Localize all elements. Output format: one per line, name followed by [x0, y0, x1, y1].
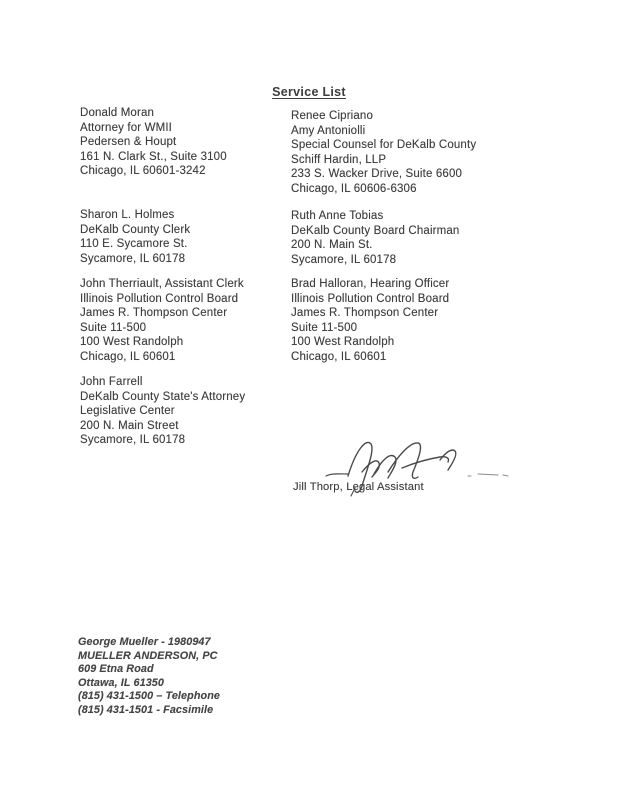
text-line: Chicago, IL 60601 [80, 350, 176, 363]
text-line: Suite 11-500 [80, 321, 147, 334]
text-line: DeKalb County State's Attorney [80, 390, 246, 403]
text-line: Ruth Anne Tobias [291, 210, 384, 222]
address-block-donald-moran [80, 106, 227, 179]
text-line: Sharon L. Holmes [80, 209, 175, 221]
text-line: Renee Cipriano [291, 110, 374, 122]
text-line: 609 Etna Road [78, 663, 154, 675]
document-title-text: Service List [272, 85, 346, 99]
text-line: Sycamore, IL 60178 [291, 253, 397, 266]
text-line: Illinois Pollution Control Board [291, 292, 450, 305]
address-block-renee-cipriano [291, 109, 476, 197]
text-line: Pedersen & Houpt [80, 136, 177, 149]
text-line: Chicago, IL 60601 [291, 350, 387, 363]
attorney-footer-block [78, 636, 220, 717]
text-line: (815) 431-1501 - Facsimile [78, 703, 214, 716]
text-line: Schiff Hardin, LLP [291, 153, 387, 166]
text-line: Chicago, IL 60606-6306 [291, 182, 417, 195]
text-line: James R. Thompson Center [80, 307, 228, 320]
text-line: Brad Halloran, Hearing Officer [291, 278, 450, 290]
text-line: DeKalb County Board Chairman [291, 224, 460, 237]
text-line: 161 N. Clark St., Suite 3100 [80, 150, 227, 163]
address-block-john-therriault [80, 277, 244, 365]
text-line: Illinois Pollution Control Board [80, 292, 239, 305]
text-line: Sycamore, IL 60178 [80, 434, 186, 447]
address-block-sharon-holmes [80, 208, 190, 266]
text-line: Amy Antoniolli [291, 124, 366, 137]
text-line: Special Counsel for DeKalb County [291, 139, 477, 152]
text-line: DeKalb County Clerk [80, 223, 191, 236]
text-line: MUELLER ANDERSON, PC [78, 649, 218, 662]
text-line: George Mueller - 1980947 [78, 636, 211, 648]
document-title [0, 85, 618, 99]
text-line: (815) 431-1500 – Telephone [78, 690, 221, 702]
text-line: Legislative Center [80, 405, 175, 418]
text-line: 200 N. Main Street [80, 419, 179, 432]
text-line: Sycamore, IL 60178 [80, 252, 186, 265]
text-line: Donald Moran [80, 107, 155, 119]
address-block-brad-halloran [291, 277, 449, 365]
text-line: Chicago, IL 60601-3242 [80, 165, 206, 178]
text-line: John Therriault, Assistant Clerk [80, 278, 244, 290]
text-line: 100 West Randolph [80, 336, 184, 349]
address-block-john-farrell [80, 375, 245, 448]
address-block-ruth-anne-tobias [291, 209, 459, 267]
text-line: Suite 11-500 [291, 321, 358, 334]
text-line: 233 S. Wacker Drive, Suite 6600 [291, 168, 463, 181]
text-line: 200 N. Main St. [291, 239, 373, 252]
text-line: Ottawa, IL 61350 [78, 676, 165, 689]
signature-caption: Jill Thorp, Legal Assistant [293, 481, 424, 493]
text-line: James R. Thompson Center [291, 307, 439, 320]
text-line: Attorney for WMII [80, 121, 173, 134]
text-line: John Farrell [80, 376, 143, 388]
text-line: 100 West Randolph [291, 336, 395, 349]
text-line: 110 E. Sycamore St. [80, 238, 188, 251]
